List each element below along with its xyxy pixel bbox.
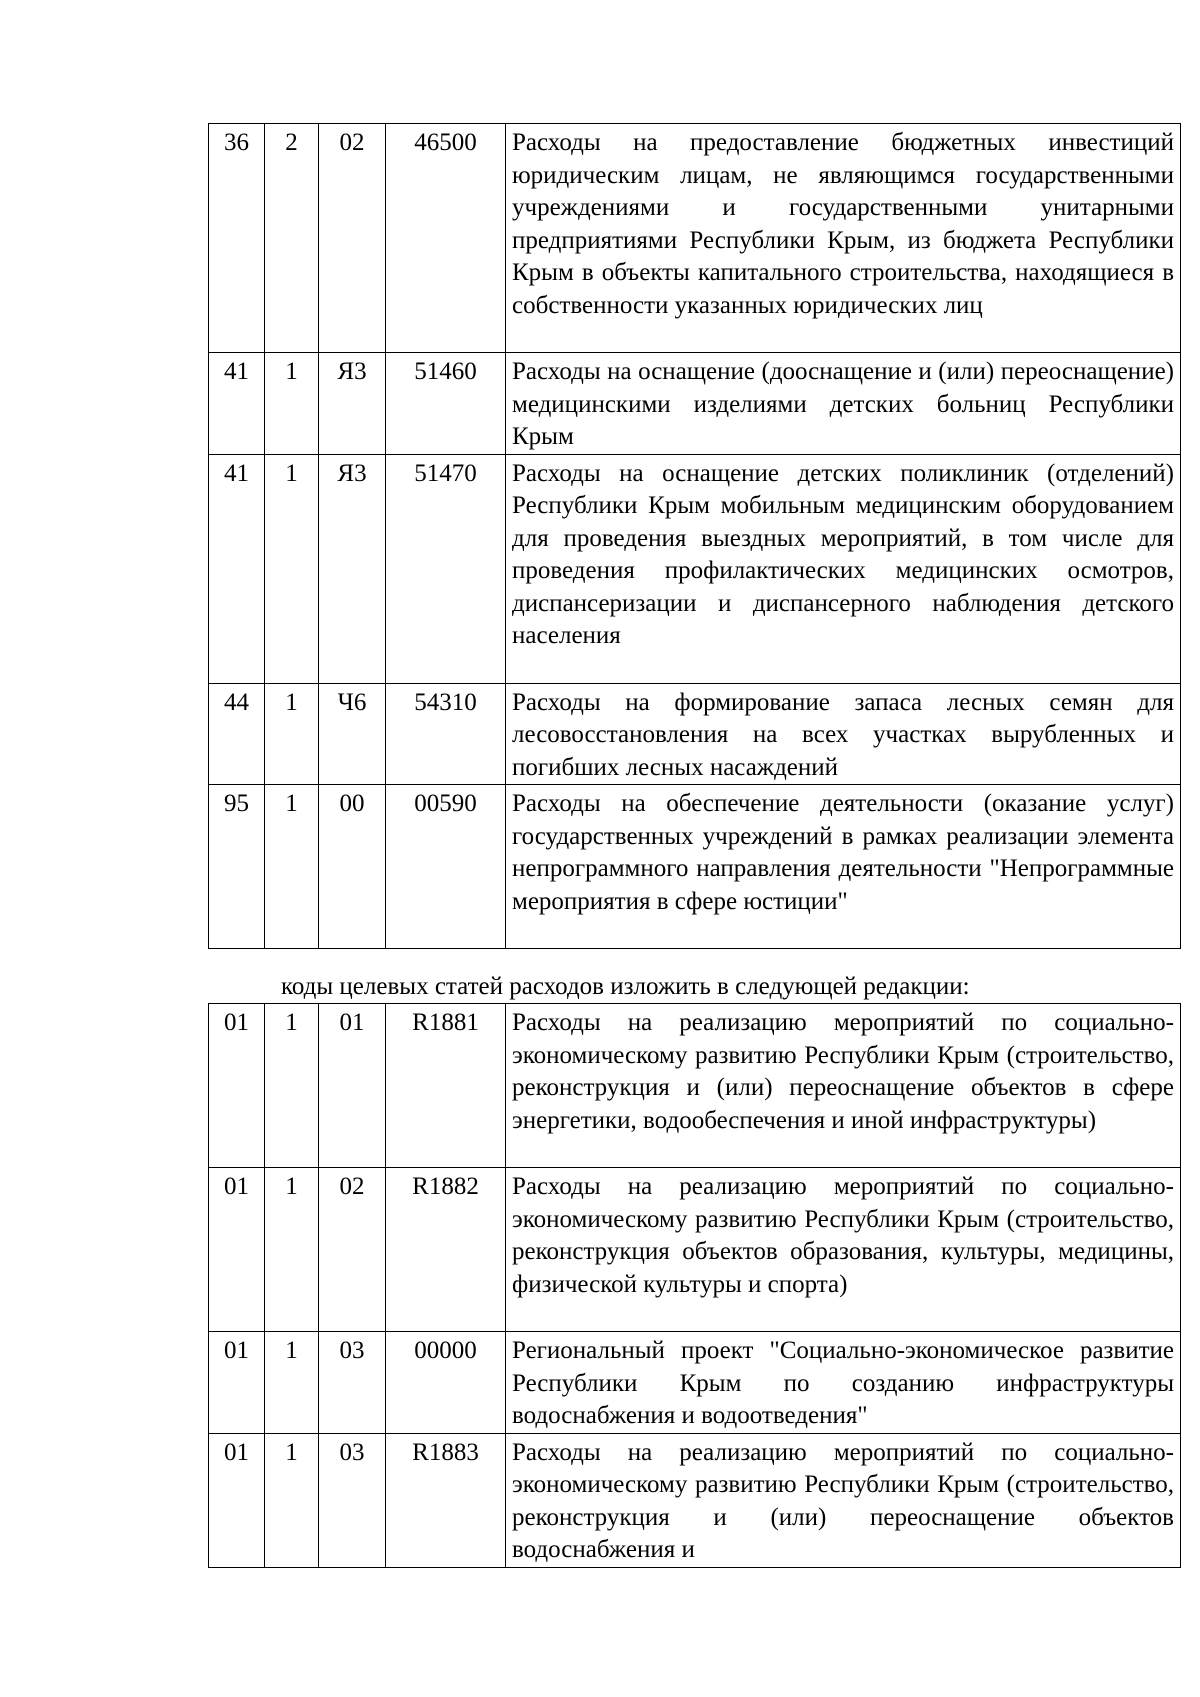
event-code-cell: 02 <box>319 1168 386 1332</box>
budget-codes-table-2 <box>208 1003 1181 1568</box>
subprogram-code-cell: 1 <box>265 454 319 683</box>
expense-description-cell: Расходы на реализацию мероприятий по социально-экономическому развитию Республики Крым (строительство, реконструкция объектов образования, культуры, медицины, физической культуры и спорта) <box>506 1168 1181 1332</box>
direction-code-cell: 54310 <box>386 683 506 785</box>
table-row <box>209 785 1181 949</box>
expense-description-cell: Расходы на обеспечение деятельности (оказание услуг) государственных учреждений в рамках реализации элемента непрограммного направления деятельности "Непрограммные мероприятия в сфере юстиции" <box>506 785 1181 949</box>
subprogram-code-cell: 1 <box>265 1168 319 1332</box>
program-code-cell: 44 <box>209 683 265 785</box>
event-code-cell: 00 <box>319 785 386 949</box>
subprogram-code-cell: 1 <box>265 353 319 455</box>
program-code-cell: 41 <box>209 353 265 455</box>
table-row <box>209 454 1181 683</box>
program-code-cell: 01 <box>209 1332 265 1434</box>
direction-code-cell: 00000 <box>386 1332 506 1434</box>
expense-description-cell: Расходы на реализацию мероприятий по социально-экономическому развитию Республики Крым (строительство, реконструкция и (или) переоснащение объектов в сфере энергетики, водообеспечения и иной инфраструктуры) <box>506 1004 1181 1168</box>
program-code-cell: 01 <box>209 1168 265 1332</box>
expense-description-cell: Расходы на предоставление бюджетных инвестиций юридическим лицам, не являющимся государственными учреждениями и государственными унитарными предприятиями Республики Крым, из бюджета Республики Крым в объекты капитального строительства, находящиеся в собственности указанных юридических лиц <box>506 124 1181 353</box>
direction-code-cell: 51470 <box>386 454 506 683</box>
event-code-cell: Я3 <box>319 454 386 683</box>
budget-codes-table-1 <box>208 123 1181 949</box>
event-code-cell: Ч6 <box>319 683 386 785</box>
table-row <box>209 1433 1181 1567</box>
table-row <box>209 1004 1181 1168</box>
expense-description-cell: Расходы на реализацию мероприятий по социально-экономическому развитию Республики Крым (строительство, реконструкция и (или) переоснащение объектов водоснабжения и <box>506 1433 1181 1567</box>
subprogram-code-cell: 1 <box>265 683 319 785</box>
event-code-cell: Я3 <box>319 353 386 455</box>
program-code-cell: 36 <box>209 124 265 353</box>
program-code-cell: 01 <box>209 1433 265 1567</box>
expense-description-cell: Региональный проект "Социально-экономическое развитие Республики Крым по созданию инфраструктуры водоснабжения и водоотведения" <box>506 1332 1181 1434</box>
table-row <box>209 353 1181 455</box>
direction-code-cell: R1882 <box>386 1168 506 1332</box>
subprogram-code-cell: 1 <box>265 1332 319 1434</box>
event-code-cell: 01 <box>319 1004 386 1168</box>
direction-code-cell: 46500 <box>386 124 506 353</box>
expense-description-cell: Расходы на формирование запаса лесных семян для лесовосстановления на всех участках вырубленных и погибших лесных насаждений <box>506 683 1181 785</box>
table-row <box>209 1168 1181 1332</box>
table-row <box>209 1332 1181 1434</box>
direction-code-cell: 51460 <box>386 353 506 455</box>
direction-code-cell: R1883 <box>386 1433 506 1567</box>
program-code-cell: 41 <box>209 454 265 683</box>
expense-description-cell: Расходы на оснащение (дооснащение и (или) переоснащение) медицинскими изделиями детских больниц Республики Крым <box>506 353 1181 455</box>
direction-code-cell: 00590 <box>386 785 506 949</box>
event-code-cell: 03 <box>319 1332 386 1434</box>
subprogram-code-cell: 1 <box>265 785 319 949</box>
program-code-cell: 01 <box>209 1004 265 1168</box>
table-row <box>209 124 1181 353</box>
table-row <box>209 683 1181 785</box>
subprogram-code-cell: 2 <box>265 124 319 353</box>
event-code-cell: 02 <box>319 124 386 353</box>
program-code-cell: 95 <box>209 785 265 949</box>
event-code-cell: 03 <box>319 1433 386 1567</box>
direction-code-cell: R1881 <box>386 1004 506 1168</box>
expense-description-cell: Расходы на оснащение детских поликлиник (отделений) Республики Крым мобильным медицинским оборудованием для проведения выездных мероприятий, в том числе для проведения профилактических медицинских осмотров, диспансеризации и диспансерного наблюдения детского населения <box>506 454 1181 683</box>
subprogram-code-cell: 1 <box>265 1433 319 1567</box>
intro-paragraph: коды целевых статей расходов изложить в следующей редакции: <box>281 973 970 1000</box>
subprogram-code-cell: 1 <box>265 1004 319 1168</box>
